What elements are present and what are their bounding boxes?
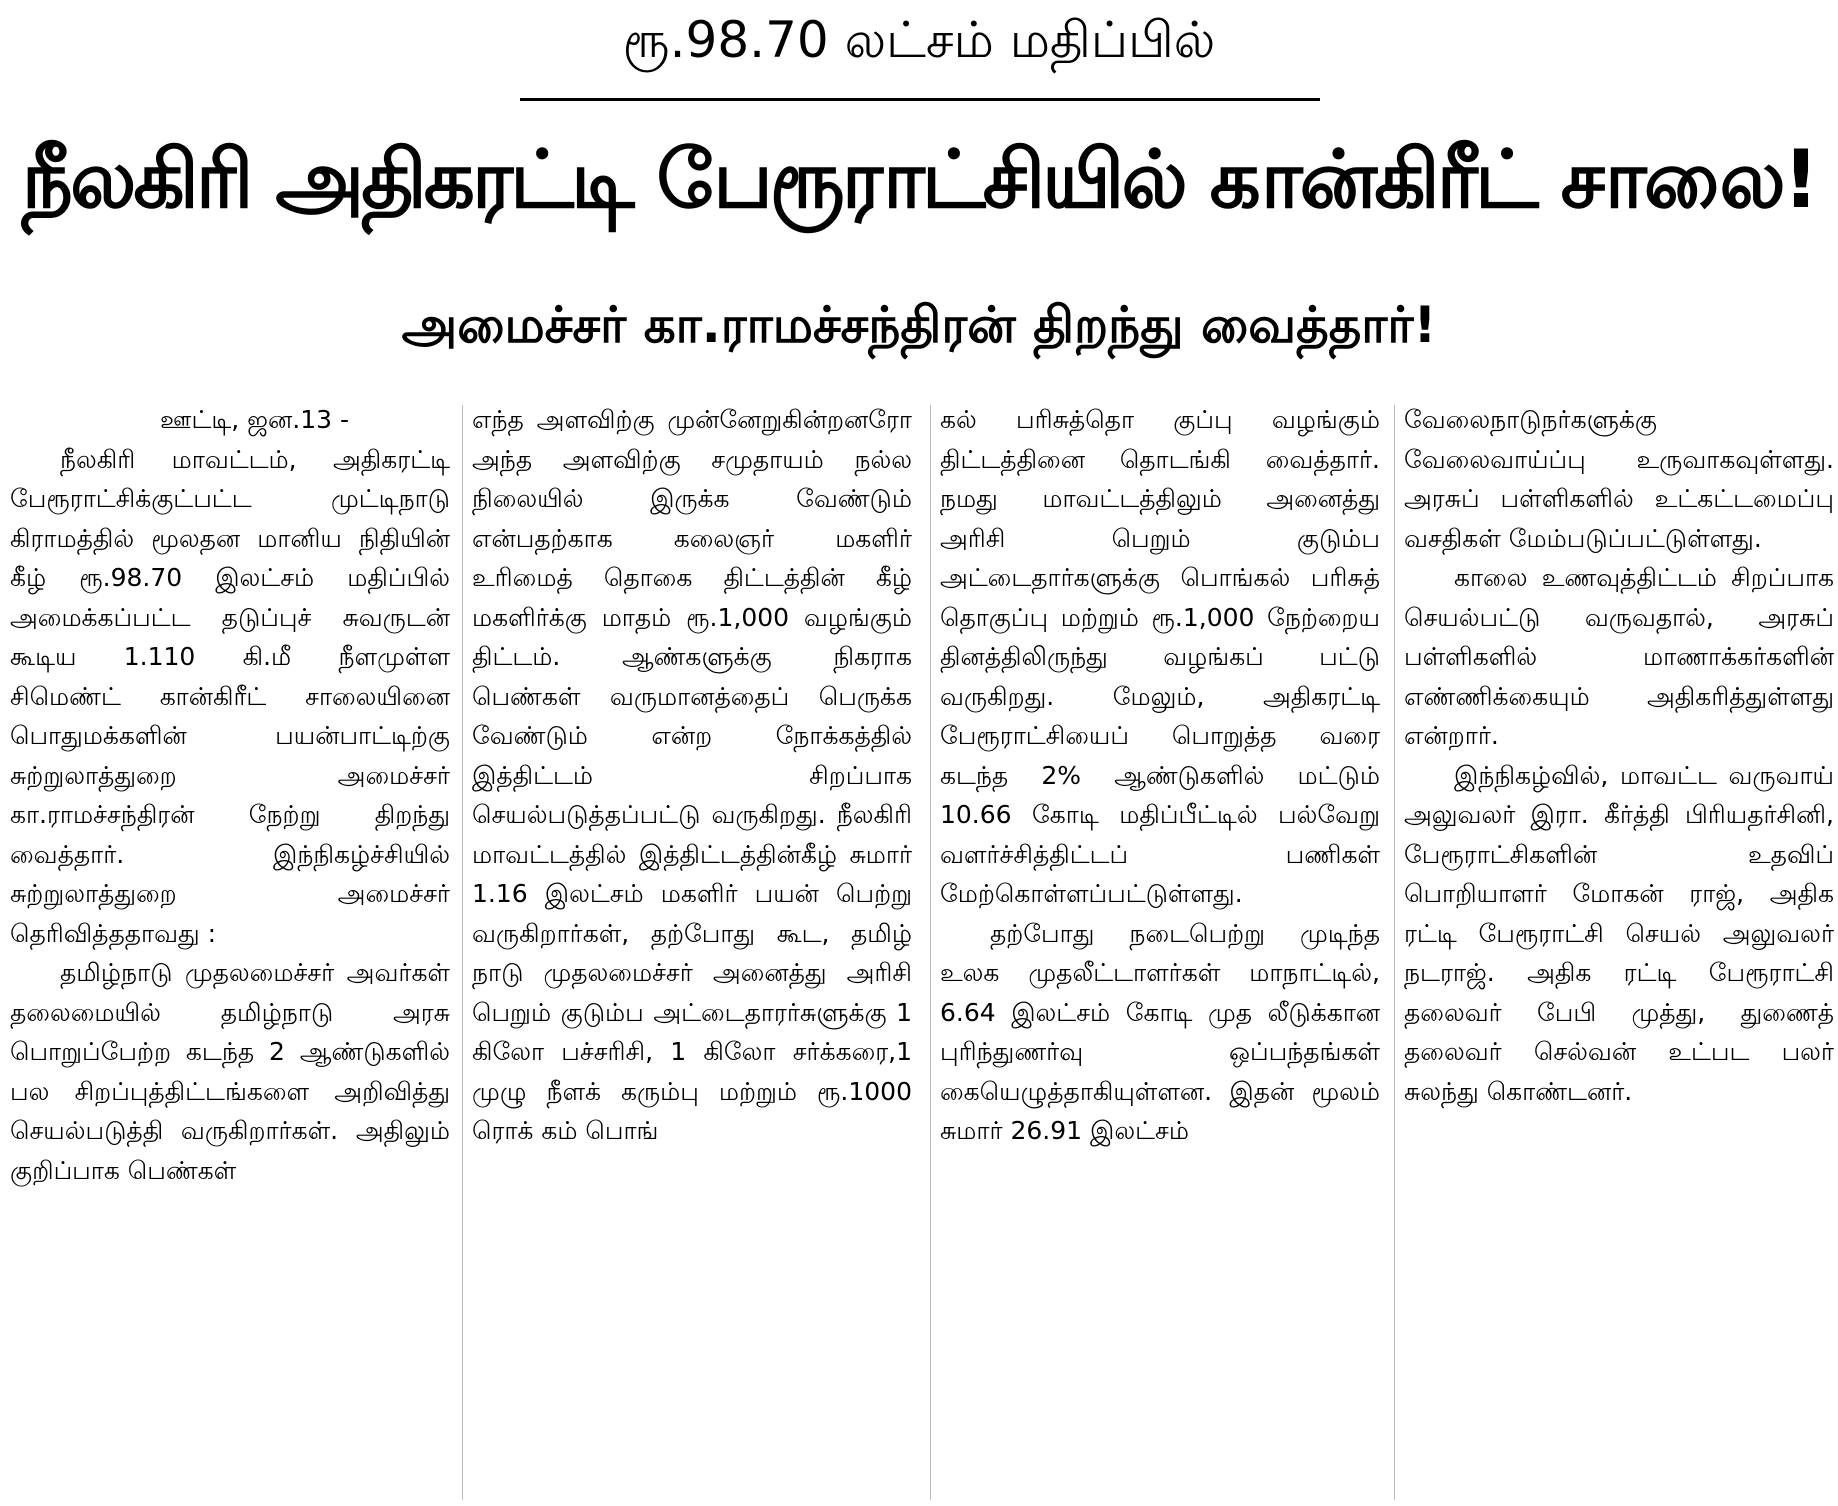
column-2 <box>472 400 912 1500</box>
column-4 <box>1404 400 1834 1500</box>
dateline: ஊட்டி, ஜன.13 - <box>160 405 349 434</box>
kicker-rule <box>520 98 1320 101</box>
paragraph: தமிழ்நாடு முதலமைச்சர் அவர்கள் தலைமையில் தமிழ்நாடு அரசு பொறுப்பேற்ற கடந்த 2 ஆண்டுகளில் பல சிறப்புத்திட்டங்களை அறிவித்து செயல்படுத்தி வருகிறார்கள். அதிலும் குறிப்பாக பெண்கள் <box>10 958 450 1185</box>
subheadline: அமைச்சர் கா.ராமச்சந்திரன் திறந்து வைத்தார்! <box>401 296 1437 354</box>
column-divider <box>1394 405 1395 1500</box>
column-1 <box>10 400 450 1500</box>
paragraph: இந்நிகழ்வில், மாவட்ட வருவாய் அலுவலர் இரா. கீர்த்தி பிரியதர்சினி, பேரூராட்சிகளின் உதவிப் பொறியாளர் மோகன் ராஜ், அதிக ரட்டி பேரூராட்சி செயல் அலுவலர் நடராஜ். அதிக ரட்டி பேரூராட்சி தலைவர் பேபி முத்து, துணைத் தலைவர் செல்வன் உட்பட பலர் சுலந்து கொண்டனர். <box>1404 760 1834 1106</box>
article-body <box>0 400 1838 1500</box>
kicker: ரூ.98.70 லட்சம் மதிப்பில் <box>622 11 1216 69</box>
column-divider <box>462 405 463 1500</box>
paragraph: எந்த அளவிற்கு முன்னேறுகின்றனரோ அந்த அளவிற்கு சமுதாயம் நல்ல நிலையில் இருக்க வேண்டும் என்பதற்காக கலைஞர் மகளிர் உரிமைத் தொகை திட்டத்தின் கீழ் மகளிர்க்கு மாதம் ரூ.1,000 வழங்கும் திட்டம். ஆண்களுக்கு நிகராக பெண்கள் வருமானத்தைப் பெருக்க வேண்டும் என்ற நோக்கத்தில் இத்திட்டம் சிறப்பாக செயல்படுத்தப்பட்டு வருகிறது. நீலகிரி மாவட்டத்தில் இத்திட்டத்தின்கீழ் சுமார் 1.16 இலட்சம் மகளிர் பயன் பெற்று வருகிறார்கள், தற்போது கூட, தமிழ் நாடு முதலமைச்சர் அனைத்து அரிசி பெறும் குடும்ப அட்டைதாரர்சுளுக்கு 1 கிலோ பச்சரிசி, 1 கிலோ சர்க்கரை,1 முழு நீளக் கரும்பு மற்றும் ரூ.1000 ரொக் கம் பொங் <box>472 405 912 1145</box>
paragraph: நீலகிரி மாவட்டம், அதிகரட்டி பேரூராட்சிக்குட்பட்ட முட்டிநாடு கிராமத்தில் மூலதன மானிய நிதியின் கீழ் ரூ.98.70 இலட்சம் மதிப்பில் அமைக்கப்பட்ட தடுப்புச் சுவருடன் கூடிய 1.110 கி.மீ நீளமுள்ள சிமெண்ட் கான்கிரீட் சாலையினை பொதுமக்களின் பயன்பாட்டிற்கு சுற்றுலாத்துறை அமைச்சர் கா.ராமச்சந்திரன் நேற்று திறந்து வைத்தார். இந்நிகழ்ச்சியில் சுற்றுலாத்துறை அமைச்சர் தெரிவித்ததாவது : <box>10 444 450 948</box>
paragraph: கல் பரிசுத்தொ குப்பு வழங்கும் திட்டத்தினை தொடங்கி வைத்தார். நமது மாவட்டத்திலும் அனைத்து அரிசி பெறும் குடும்ப அட்டைதார்களுக்கு பொங்கல் பரிசுத் தொகுப்பு மற்றும் ரூ.1,000 நேற்றைய தினத்திலிருந்து வழங்கப் பட்டு வருகிறது. மேலும், அதிகரட்டி பேரூராட்சியைப் பொறுத்த வரை கடந்த 2% ஆண்டுகளில் மட்டும் 10.66 கோடி மதிப்பீட்டில் பல்வேறு வளர்ச்சித்திட்டப் பணிகள் மேற்கொள்ளப்பட்டுள்ளது. <box>940 405 1380 908</box>
headline: நீலகிரி அதிகரட்டி பேரூராட்சியில் கான்கிரீட் சாலை! <box>21 133 1817 226</box>
paragraph: காலை உணவுத்திட்டம் சிறப்பாக செயல்பட்டு வருவதால், அரசுப் பள்ளிகளில் மாணாக்கர்களின் எண்ணிக்கையும் அதிகரித்துள்ளது என்றார். <box>1404 563 1834 750</box>
column-divider <box>930 405 931 1500</box>
column-3 <box>940 400 1380 1500</box>
paragraph: வேலைநாடுநர்களுக்கு வேலைவாய்ப்பு உருவாகவுள்ளது. அரசுப் பள்ளிகளில் உட்கட்டமைப்பு வசதிகள் மேம்படுப்பட்டுள்ளது. <box>1404 405 1834 553</box>
paragraph: தற்போது நடைபெற்று முடிந்த உலக முதலீட்டாளர்கள் மாநாட்டில், 6.64 இலட்சம் கோடி முத லீடுக்கான புரிந்துணர்வு ஒப்பந்தங்கள் கையெழுத்தாகியுள்ளன. இதன் மூலம் சுமார் 26.91 இலட்சம் <box>940 918 1380 1145</box>
